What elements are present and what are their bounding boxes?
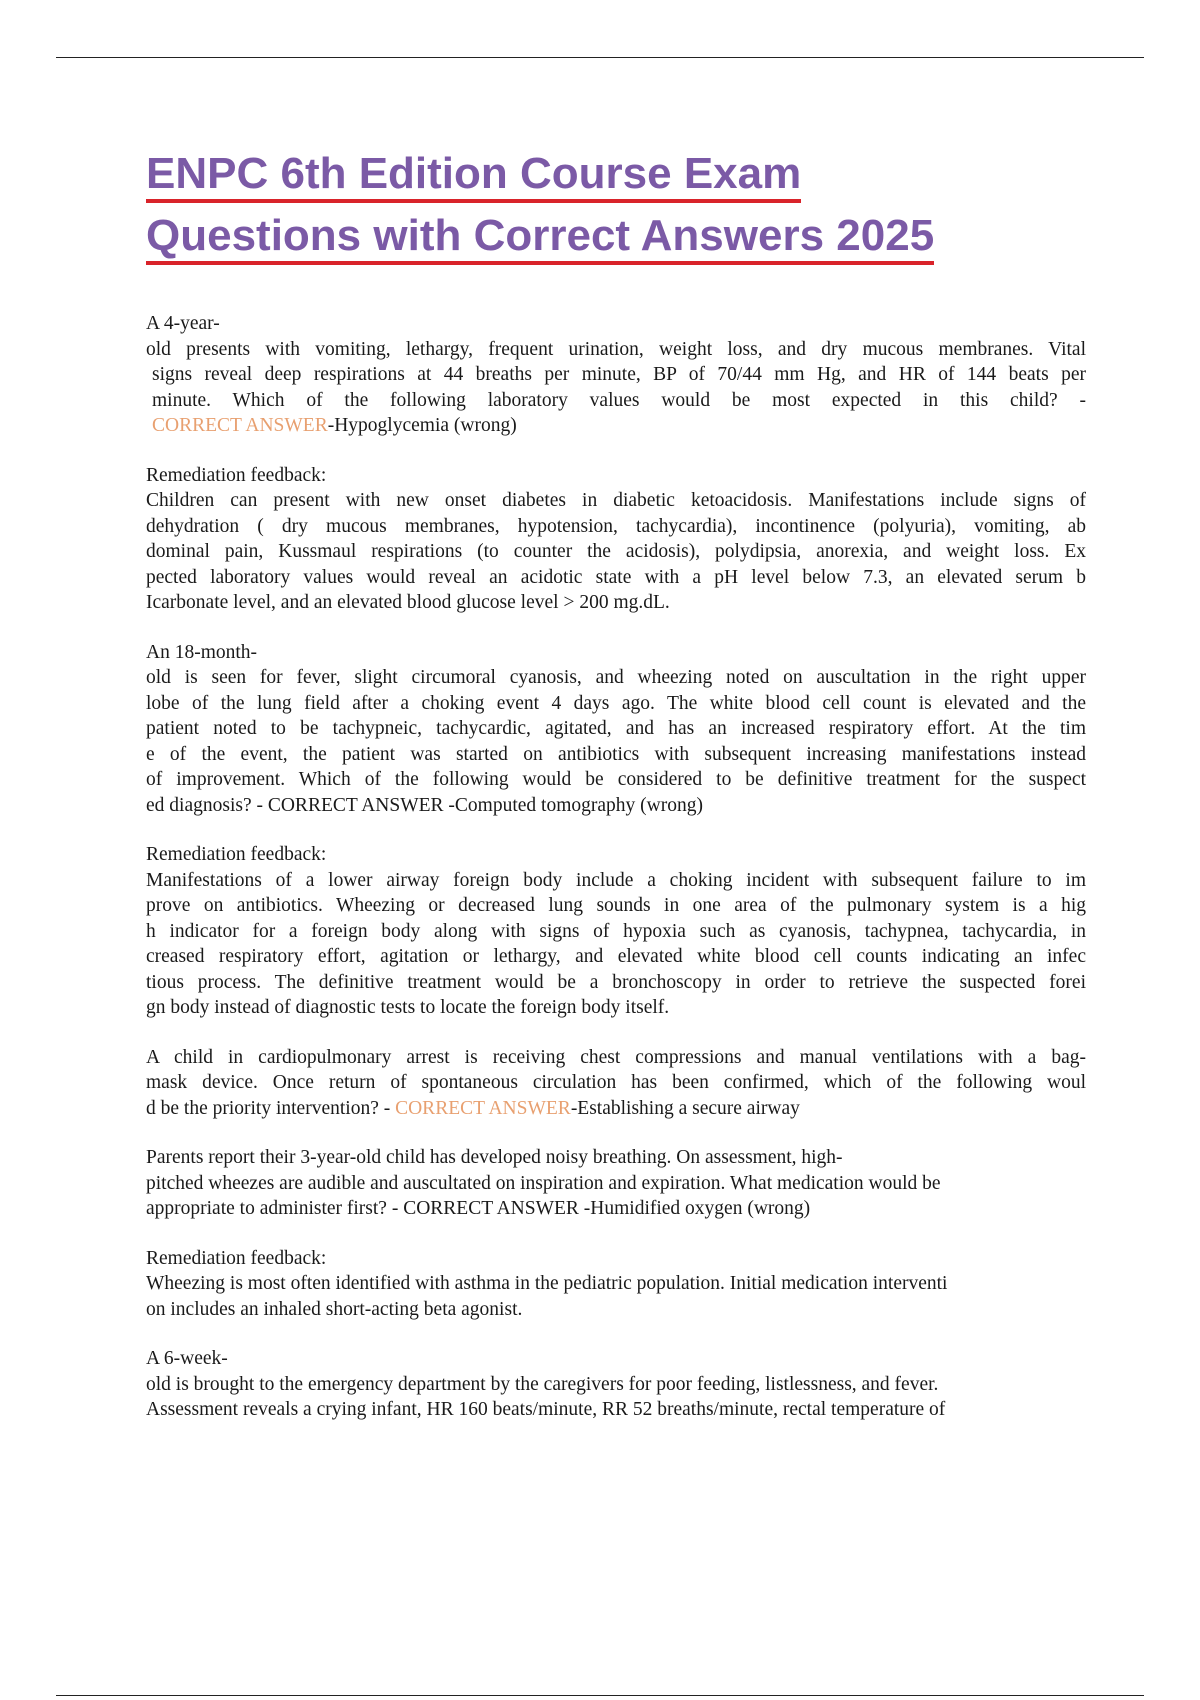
question-1-line: signs reveal deep respirations at 44 breaths per minute, BP of 70/44 mm Hg, and HR of 144 beats per <box>152 364 1086 385</box>
remediation-heading: Remediation feedback: <box>146 844 327 865</box>
question-2-line: old is seen for fever, slight circumoral cyanosis, and wheezing noted on auscultation in the right upper <box>146 667 1086 688</box>
question-5 <box>146 1346 1086 1423</box>
question-1-answer-line <box>146 413 1086 439</box>
document-title <box>146 146 934 270</box>
question-5-line: A 6-week- <box>146 1348 228 1369</box>
remediation-2-line: tious process. The definitive treatment would be a bronchoscopy in order to retrieve the suspected forei <box>146 971 1086 993</box>
question-3-line: d be the priority intervention? - <box>146 1097 396 1119</box>
remediation-heading: Remediation feedback: <box>146 1247 327 1269</box>
remediation-2-line: h indicator for a foreign body along with signs of hypoxia such as cyanosis, tachypnea, tachycardia, in <box>146 920 1086 942</box>
remediation-1-line: pected laboratory values would reveal an acidotic state with a pH level below 7.3, an elevated serum b <box>146 566 1086 588</box>
question-3-line: A child in cardiopulmonary arrest is receiving chest compressions and manual ventilations with a bag- <box>146 1046 1086 1068</box>
remediation-2-line: Manifestations of a lower airway foreign body include a choking incident with subsequent failure to im <box>146 869 1086 891</box>
question-1-line: old presents with vomiting, lethargy, frequent urination, weight loss, and dry mucous membranes. Vital <box>146 338 1086 360</box>
header-rule <box>56 57 1144 58</box>
remediation-2-line: gn body instead of diagnostic tests to locate the foreign body itself. <box>146 997 670 1018</box>
question-3 <box>146 1045 1086 1122</box>
question-2-line: lobe of the lung field after a choking event 4 days ago. The white blood cell count is elevated and the <box>146 692 1086 714</box>
question-3-answer-line <box>146 1096 1086 1122</box>
question-3-line: mask device. Once return of spontaneous circulation has been confirmed, which of the following woul <box>146 1072 1086 1093</box>
remediation-1-line: Children can present with new onset diabetes in diabetic ketoacidosis. Manifestations include signs of <box>146 490 1086 511</box>
question-5-line: old is brought to the emergency department by the caregivers for poor feeding, listlessness, and fever. <box>146 1373 939 1395</box>
question-2-line: An 18-month- <box>146 641 258 663</box>
remediation-4-line: Wheezing is most often identified with asthma in the pediatric population. Initial medication interventi <box>146 1273 948 1294</box>
answer-text: -Establishing a secure airway <box>570 1097 800 1119</box>
question-4 <box>146 1145 1086 1222</box>
remediation-heading: Remediation feedback: <box>146 464 327 486</box>
question-2 <box>146 640 1086 819</box>
question-2-line: e of the event, the patient was started on antibiotics with subsequent increasing manifestations instead <box>146 743 1086 765</box>
question-4-answer-line: appropriate to administer first? - CORRECT ANSWER -Humidified oxygen (wrong) <box>146 1198 811 1219</box>
footer-rule <box>56 1695 1144 1696</box>
correct-answer-label: CORRECT ANSWER <box>395 1097 571 1119</box>
question-2-answer-line: ed diagnosis? - CORRECT ANSWER -Computed tomography (wrong) <box>146 794 703 816</box>
document-body <box>146 311 1086 1447</box>
remediation-2-line: creased respiratory effort, agitation or lethargy, and elevated white blood cell counts indicating an infec <box>146 946 1086 967</box>
question-4-line: pitched wheezes are audible and auscultated on inspiration and expiration. What medication would be <box>146 1172 941 1194</box>
remediation-2 <box>146 842 1086 1021</box>
answer-text: -Hypoglycemia (wrong) <box>327 415 517 436</box>
question-2-line: of improvement. Which of the following would be considered to be definitive treatment for the suspect <box>146 769 1086 790</box>
document-title-line-2: Questions with Correct Answers 2025 <box>146 211 934 265</box>
remediation-2-line: prove on antibiotics. Wheezing or decreased lung sounds in one area of the pulmonary system is a hig <box>146 895 1086 916</box>
remediation-4 <box>146 1246 1086 1323</box>
question-4-line: Parents report their 3-year-old child has developed noisy breathing. On assessment, high- <box>146 1147 843 1168</box>
correct-answer-label: CORRECT ANSWER <box>152 415 328 436</box>
question-5-line: Assessment reveals a crying infant, HR 160 beats/minute, RR 52 breaths/minute, rectal temperature of <box>146 1399 946 1420</box>
question-1 <box>146 311 1086 439</box>
question-2-line: patient noted to be tachypneic, tachycardic, agitated, and has an increased respiratory effort. At the tim <box>146 718 1086 739</box>
remediation-1-line: dehydration ( dry mucous membranes, hypotension, tachycardia), incontinence (polyuria), vomiting, ab <box>146 515 1086 537</box>
remediation-1-line: Icarbonate level, and an elevated blood glucose level > 200 mg.dL. <box>146 592 670 613</box>
remediation-4-line: on includes an inhaled short-acting beta agonist. <box>146 1298 523 1320</box>
question-1-line: minute. Which of the following laboratory values would be most expected in this child? - <box>152 389 1086 411</box>
remediation-1-line: dominal pain, Kussmaul respirations (to counter the acidosis), polydipsia, anorexia, and weight loss. Ex <box>146 541 1086 562</box>
question-1-line: A 4-year- <box>146 313 220 334</box>
remediation-1 <box>146 463 1086 616</box>
document-title-line-1: ENPC 6th Edition Course Exam <box>146 149 801 203</box>
